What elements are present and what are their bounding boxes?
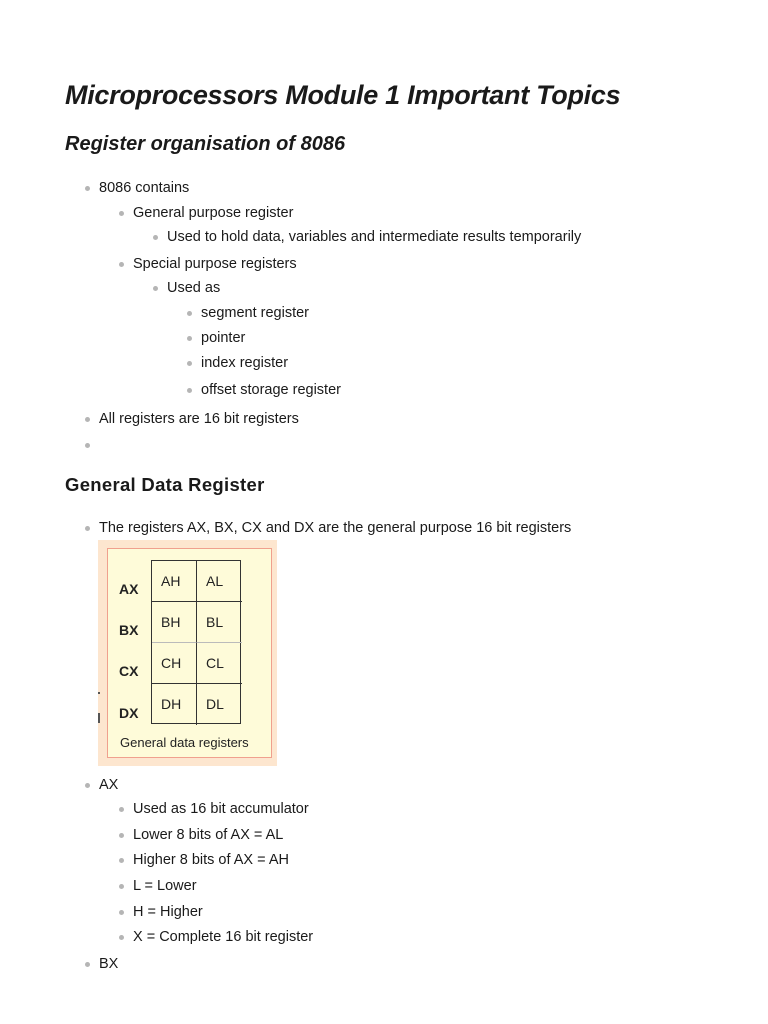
list-item: Used as 16 bit accumulator <box>133 800 309 818</box>
bullet-icon <box>119 935 124 940</box>
register-name-label: BX <box>119 622 139 638</box>
bullet-icon <box>187 336 192 341</box>
list-item: segment register <box>201 304 309 322</box>
figure-caption: General data registers <box>120 735 249 750</box>
bullet-icon <box>119 807 124 812</box>
bullet-icon <box>119 262 124 267</box>
list-item: H = Higher <box>133 903 203 921</box>
list-item: Lower 8 bits of AX = AL <box>133 826 283 844</box>
register-high-cell: DH <box>152 684 197 725</box>
list-item: 8086 contains <box>99 179 189 197</box>
register-high-cell: AH <box>152 561 197 602</box>
register-high-cell: BH <box>152 602 197 643</box>
bullet-icon <box>85 443 90 448</box>
list-item: Used to hold data, variables and intermediate results temporarily <box>167 228 581 246</box>
bullet-icon <box>187 361 192 366</box>
bullet-icon <box>85 962 90 967</box>
list-item: pointer <box>201 329 245 347</box>
bullet-icon <box>85 526 90 531</box>
bullet-icon <box>119 858 124 863</box>
section-heading-general-data-register: General Data Register <box>65 474 265 495</box>
register-low-cell: BL <box>197 602 242 643</box>
figure-edge-mark <box>98 713 100 723</box>
bullet-icon <box>153 286 158 291</box>
list-item: All registers are 16 bit registers <box>99 410 299 428</box>
list-item: L = Lower <box>133 877 197 895</box>
section-heading-register-organisation: Register organisation of 8086 <box>65 133 346 155</box>
bullet-icon <box>85 186 90 191</box>
bullet-icon <box>119 884 124 889</box>
register-name-label: DX <box>119 705 139 721</box>
list-item: Used as <box>167 279 220 297</box>
bullet-icon <box>85 417 90 422</box>
list-item: Special purpose registers <box>133 255 297 273</box>
register-low-cell: DL <box>206 696 224 712</box>
list-item: General purpose register <box>133 204 293 222</box>
bullet-icon <box>119 833 124 838</box>
register-low-cell: CL <box>197 643 242 684</box>
register-name-label: AX <box>119 581 139 597</box>
list-item: X = Complete 16 bit register <box>133 928 313 946</box>
general-data-registers-figure <box>98 540 277 766</box>
page-title: Microprocessors Module 1 Important Topics <box>65 80 621 110</box>
bullet-icon <box>119 910 124 915</box>
register-high-cell: CH <box>152 643 197 684</box>
register-name-label: CX <box>119 663 139 679</box>
list-item: The registers AX, BX, CX and DX are the general purpose 16 bit registers <box>99 519 571 537</box>
list-item: AX <box>99 776 118 794</box>
bullet-icon <box>153 235 158 240</box>
list-item: index register <box>201 354 288 372</box>
bullet-icon <box>85 783 90 788</box>
list-item: offset storage register <box>201 381 341 399</box>
bullet-icon <box>187 388 192 393</box>
list-item: Higher 8 bits of AX = AH <box>133 851 289 869</box>
register-low-cell: AL <box>197 561 242 602</box>
bullet-icon <box>187 311 192 316</box>
list-item: BX <box>99 955 118 973</box>
register-table <box>151 560 241 724</box>
bullet-icon <box>119 211 124 216</box>
figure-frame <box>107 548 272 758</box>
figure-edge-mark <box>98 692 100 694</box>
